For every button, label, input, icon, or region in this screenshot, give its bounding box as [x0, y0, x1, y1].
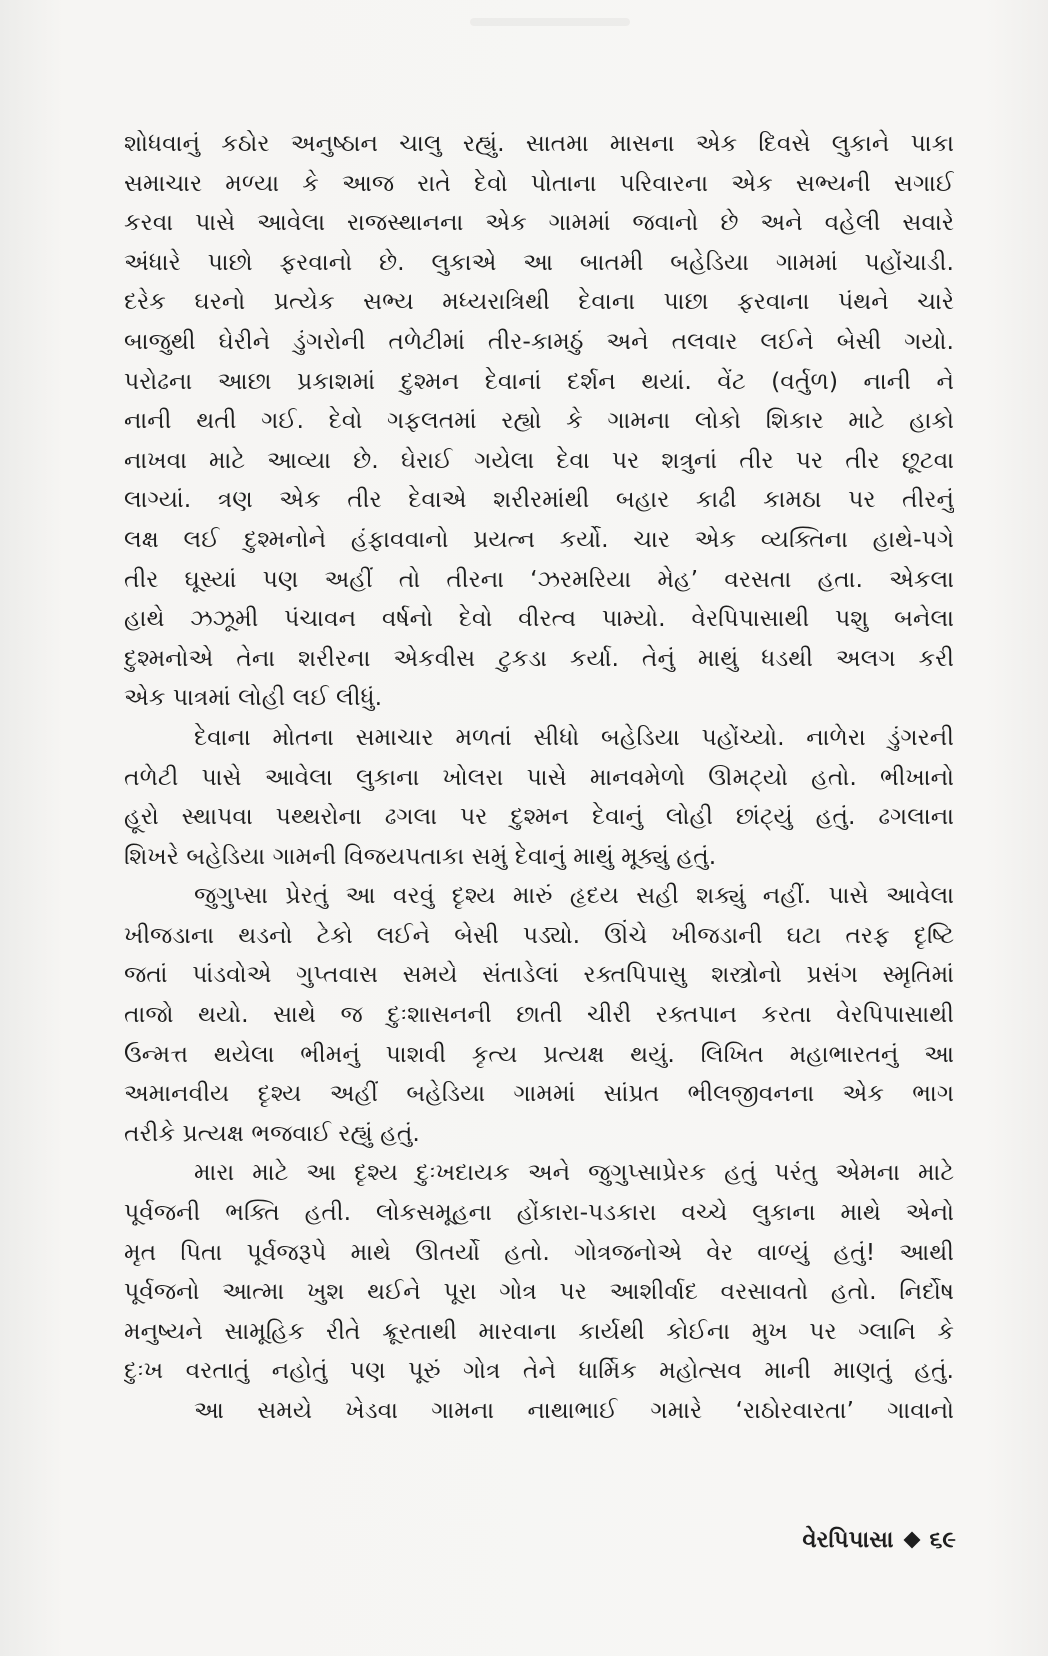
text-line: મનુષ્યને સામૂહિક રીતે ક્રૂરતાથી મારવાના કાર્યથી કોઈના મુખ પર ગ્લાનિ કે	[124, 1316, 954, 1345]
text-line: હાથે ઝઝૂમી પંચાવન વર્ષનો દેવો વીરત્વ પામ્યો. વેરપિપાસાથી પશુ બનેલા	[124, 604, 954, 633]
diamond-icon	[903, 1531, 920, 1548]
text-line: દરેક ઘરનો પ્રત્યેક સભ્ય મધ્યરાત્રિથી દેવાના પાછા ફરવાના પંથને ચારે	[124, 287, 954, 316]
text-line: ઉન્મત્ત થયેલા ભીમનું પાશવી કૃત્ય પ્રત્યક્ષ થયું. લિખિત મહાભારતનું આ	[124, 1039, 954, 1068]
text-line: દેવાના મોતના સમાચાર મળતાં સીધો બહેડિયા પહોંચ્યો. નાળેરા ડુંગરની	[194, 722, 954, 751]
page-number: ૬૯	[929, 1527, 956, 1553]
text-line: શોધવાનું કઠોર અનુષ્ઠાન ચાલુ રહ્યું. સાતમા માસના એક દિવસે લુકાને પાકા	[124, 129, 954, 157]
text-line: નાખવા માટે આવ્યા છે. ઘેરાઈ ગયેલા દેવા પર શત્રુનાં તીર પર તીર છૂટવા	[124, 445, 954, 474]
text-line: જુગુપ્સા પ્રેરતું આ વરવું દૃશ્ય મારું હૃદય સહી શક્યું નહીં. પાસે આવેલા	[194, 881, 954, 910]
text-line: બાજુથી ઘેરીને ડુંગરોની તળેટીમાં તીર-કામઠું અને તલવાર લઈને બેસી ગયો.	[124, 326, 954, 355]
text-line: હૂરો સ્થાપવા પથ્થરોના ઢગલા પર દુશ્મન દેવાનું લોહી છાંટ્યું હતું. ઢગલાના	[124, 802, 954, 831]
text-line: તાજો થયો. સાથે જ દુઃશાસનની છાતી ચીરી રક્તપાન કરતા વેરપિપાસાથી	[124, 1000, 954, 1029]
text-line: આ સમયે ખેડવા ગામના નાથાભાઈ ગમારે ‘રાઠોરવારતા’ ગાવાનો	[194, 1396, 954, 1424]
body-text	[124, 124, 954, 1431]
text-line: પૂર્વજની ભક્તિ હતી. લોકસમૂહના હોંકારા-પડકારા વચ્ચે લુકાના માથે એનો	[124, 1198, 954, 1227]
text-line: અંધારે પાછો ફરવાનો છે. લુકાએ આ બાતમી બહેડિયા ગામમાં પહોંચાડી.	[124, 247, 954, 276]
bleed-through-mark	[470, 18, 630, 26]
text-line: લક્ષ લઈ દુશ્મનોને હંફાવવાનો પ્રયત્ન કર્યો. ચાર એક વ્યક્તિના હાથે-પગે	[124, 524, 954, 553]
text-line: તીર ઘૂસ્યાં પણ અહીં તો તીરના ‘ઝરમરિયા મેહ’ વરસતા હતા. એકલા	[124, 564, 954, 593]
text-line: તળેટી પાસે આવેલા લુકાના ખોલરા પાસે માનવમેળો ઊમટ્યો હતો. ભીખાનો	[124, 762, 954, 791]
text-line: નાની થતી ગઈ. દેવો ગફલતમાં રહ્યો કે ગામના લોકો શિકાર માટે હાકો	[124, 406, 954, 435]
page-footer	[802, 1527, 956, 1553]
text-line: લાગ્યાં. ત્રણ એક તીર દેવાએ શરીરમાંથી બહાર કાઢી કામઠા પર તીરનું	[124, 485, 954, 514]
text-line: જતાં પાંડવોએ ગુપ્તવાસ સમયે સંતાડેલાં રક્તપિપાસુ શસ્ત્રોનો પ્રસંગ સ્મૃતિમાં	[124, 960, 954, 989]
text-line: દુશ્મનોએ તેના શરીરના એકવીસ ટુકડા કર્યા. તેનું માથું ધડથી અલગ કરી	[124, 643, 954, 672]
text-line: દુઃખ વરતાતું નહોતું પણ પૂરું ગોત્ર તેને ધાર્મિક મહોત્સવ માની માણતું હતું.	[124, 1356, 954, 1385]
text-line: પૂર્વજનો આત્મા ખુશ થઈને પૂરા ગોત્ર પર આશીર્વાદ વરસાવતો હતો. નિર્દોષ	[124, 1277, 954, 1306]
running-title: વેરપિપાસા	[802, 1527, 894, 1553]
text-line: મૃત પિતા પૂર્વજરૂપે માથે ઊતર્યો હતો. ગોત્રજનોએ વેર વાળ્યું હતું! આથી	[124, 1237, 954, 1266]
text-line: મારા માટે આ દૃશ્ય દુઃખદાયક અને જુગુપ્સાપ્રેરક હતું પરંતુ એમના માટે	[194, 1158, 954, 1187]
text-line: અમાનવીય દૃશ્ય અહીં બહેડિયા ગામમાં સાંપ્રત ભીલજીવનના એક ભાગ	[124, 1079, 954, 1108]
text-line: કરવા પાસે આવેલા રાજસ્થાનના એક ગામમાં જવાનો છે અને વહેલી સવારે	[124, 208, 954, 237]
text-line: શિખરે બહેડિયા ગામની વિજયપતાકા સમું દેવાનું માથું મૂક્યું હતું.	[124, 841, 717, 870]
text-line: તરીકે પ્રત્યક્ષ ભજવાઈ રહ્યું હતું.	[124, 1118, 420, 1147]
text-line: સમાચાર મળ્યા કે આજ રાતે દેવો પોતાના પરિવારના એક સભ્યની સગાઈ	[124, 168, 954, 197]
text-line: પરોઢના આછા પ્રકાશમાં દુશ્મન દેવાનાં દર્શન થયાં. વેંટ (વર્તુળ) નાની ને	[124, 366, 954, 395]
text-line: એક પાત્રમાં લોહી લઈ લીધું.	[124, 683, 383, 712]
text-line: ખીજડાના થડનો ટેકો લઈને બેસી પડ્યો. ઊંચે ખીજડાની ઘટા તરફ દૃષ્ટિ	[124, 920, 954, 949]
